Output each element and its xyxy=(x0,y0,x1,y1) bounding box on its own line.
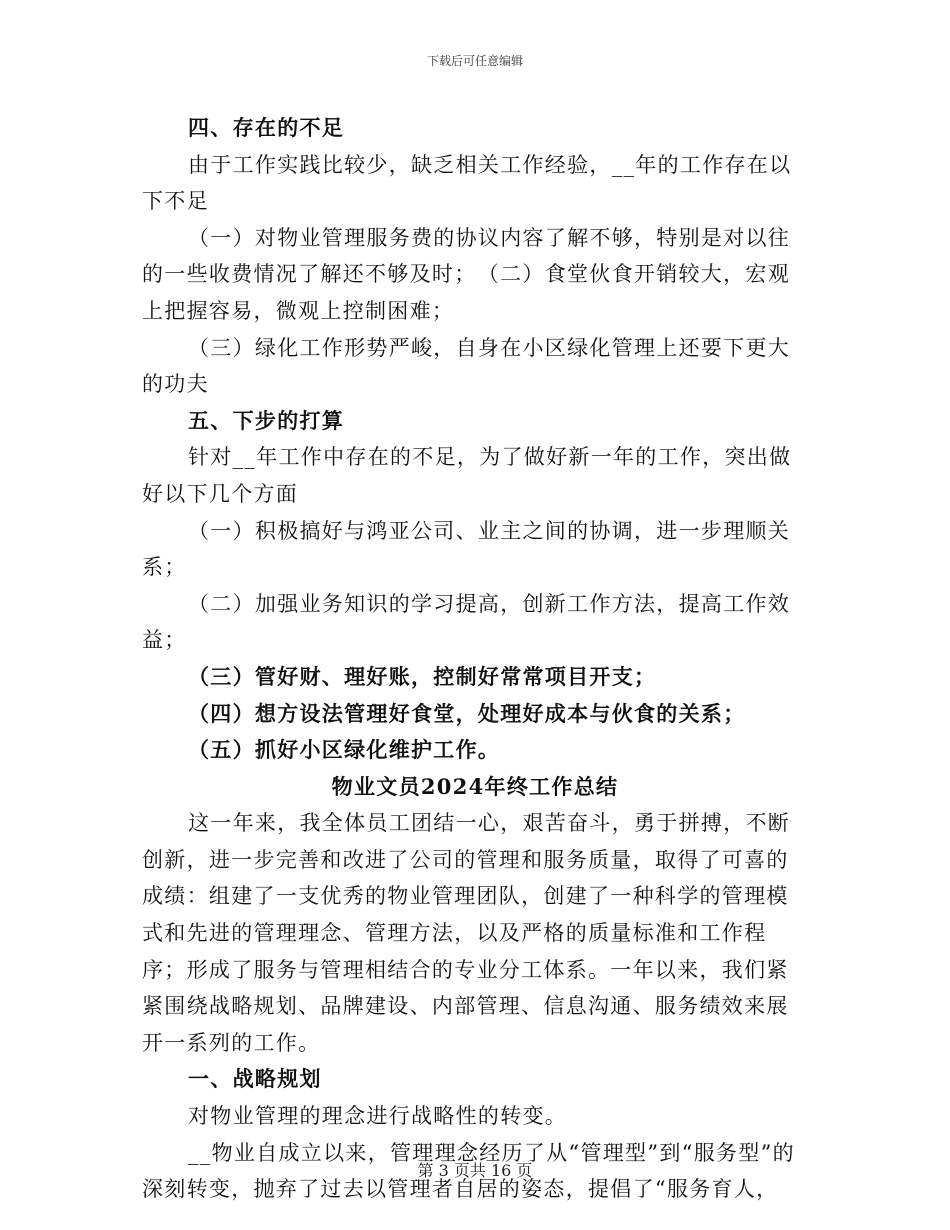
list-item: （一）积极搞好与鸿亚公司、业主之间的协调，进一步理顺关系； xyxy=(142,518,791,580)
page-header: 下载后可任意编辑 xyxy=(426,54,523,68)
section-heading-next-plan: 五、下步的打算 xyxy=(188,407,345,433)
list-item: （二）加强业务知识的学习提高，创新工作方法，提高工作效益； xyxy=(142,591,791,653)
list-item: （五）抓好小区绿化维护工作。 xyxy=(188,737,501,763)
section-heading-shortcomings: 四、存在的不足 xyxy=(188,115,345,140)
paragraph: 针对__年工作中存在的不足，为了做好新一年的工作，突出做好以下几个方面 xyxy=(142,445,792,506)
list-item: （四）想方设法管理好食堂，处理好成本与伙食的关系； xyxy=(188,700,746,726)
document-body xyxy=(142,110,808,1208)
paragraph: 这一年来，我全体员工团结一心，艰苦奋斗，勇于拼搏，不断创新，进一步完善和改进了公司的管理和服务质量，取得了可喜的成绩：组建了一支优秀的物业管理团队，创建了一种科学的管理模式和先进的管理理念、管理方法，以及严格的质量标准和工作程序；形成了服务与管理相结合的专业分工体系。一年以来，我们紧紧围绕战略规划、品牌建设、内部管理、信息沟通、服务绩效来展开一系列的工作。 xyxy=(142,811,791,1055)
section-heading-strategy: 一、战略规划 xyxy=(188,1066,322,1092)
paragraph: （一）对物业管理服务费的协议内容了解不够，特别是对以往的一些收费情况了解还不够及时； （二）食堂伙食开销较大，宏观上把握容易，微观上控制困难； xyxy=(142,225,791,323)
paragraph: （三）绿化工作形势严峻，自身在小区绿化管理上还要下更大的功夫 xyxy=(142,335,791,397)
document-title: 物业文员2024年终工作总结 xyxy=(331,773,619,799)
paragraph: 由于工作实践比较少，缺乏相关工作经验，__年的工作存在以下不足 xyxy=(142,152,792,214)
paragraph: __物业自成立以来，管理理念经历了从“管理型”到“服务型”的深刻转变，抛弃了过去以管理者自居的姿态，提倡了“服务育人， xyxy=(142,1140,795,1202)
paragraph: 对物业管理的理念进行战略性的转变。 xyxy=(188,1104,568,1129)
list-item: （三）管好财、理好账，控制好常常项目开支； xyxy=(188,663,657,689)
page-footer: 第 3 页共 16 页 xyxy=(417,1161,533,1180)
